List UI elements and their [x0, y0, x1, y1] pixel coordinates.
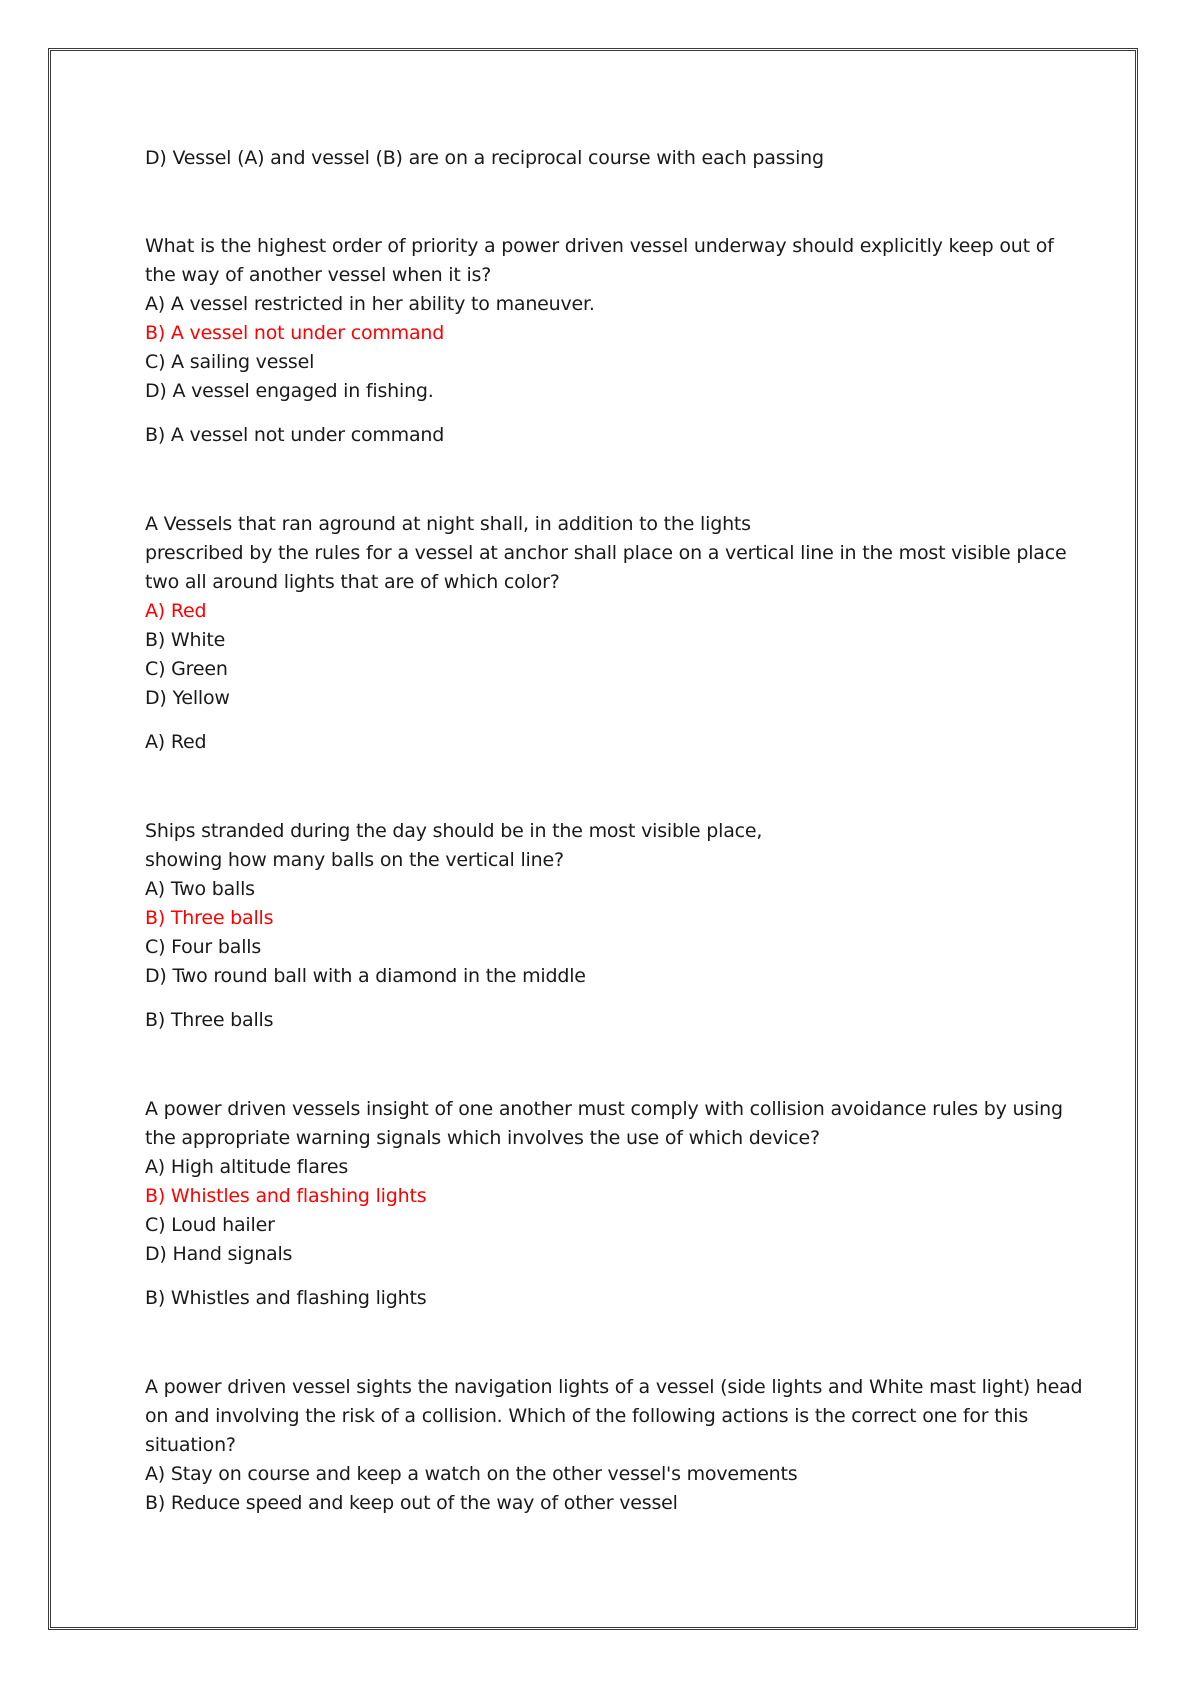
option-a-correct: A) Red: [145, 600, 207, 622]
option-c: C) Loud hailer: [145, 1214, 275, 1236]
option-b: B) White: [145, 629, 226, 651]
option-a: A) Stay on course and keep a watch on the other vessel's movements: [145, 1463, 798, 1485]
option-a: A) Two balls: [145, 878, 255, 900]
option-a: A) High altitude flares: [145, 1156, 349, 1178]
question-block: [145, 510, 1067, 757]
answer-line: B) A vessel not under command: [145, 424, 445, 446]
question-text: situation?: [145, 1434, 236, 1456]
answer-line: B) Whistles and flashing lights: [145, 1287, 427, 1309]
option-b: B) Reduce speed and keep out of the way of other vessel: [145, 1492, 678, 1514]
answer-line: A) Red: [145, 731, 207, 753]
question-block: [145, 232, 1054, 450]
option-b-correct: B) Whistles and flashing lights: [145, 1185, 427, 1207]
question-text: showing how many balls on the vertical line?: [145, 849, 564, 871]
question-text: A power driven vessels insight of one another must comply with collision avoidance rules by using: [145, 1098, 1063, 1120]
question-text: prescribed by the rules for a vessel at anchor shall place on a vertical line in the most visible place: [145, 542, 1067, 564]
option-d: D) Hand signals: [145, 1243, 293, 1265]
question-text: the appropriate warning signals which involves the use of which device?: [145, 1127, 820, 1149]
question-block: [145, 1095, 1063, 1313]
question-block: [145, 1373, 1083, 1518]
question-text: two all around lights that are of which color?: [145, 571, 560, 593]
option-a: A) A vessel restricted in her ability to maneuver.: [145, 293, 595, 315]
question-text: What is the highest order of priority a power driven vessel underway should explicitly keep out of: [145, 235, 1054, 257]
question-text: A power driven vessel sights the navigation lights of a vessel (side lights and White mast light) head: [145, 1376, 1083, 1398]
option-b-correct: B) Three balls: [145, 907, 274, 929]
question-text: on and involving the risk of a collision. Which of the following actions is the correct one for this: [145, 1405, 1029, 1427]
option-d: D) A vessel engaged in fishing.: [145, 380, 434, 402]
option-c: C) Green: [145, 658, 228, 680]
continued-option-line: D) Vessel (A) and vessel (B) are on a reciprocal course with each passing: [145, 147, 824, 169]
option-c: C) Four balls: [145, 936, 262, 958]
option-d: D) Yellow: [145, 687, 230, 709]
question-text: A Vessels that ran aground at night shall, in addition to the lights: [145, 513, 751, 535]
document-content: [145, 144, 1083, 1518]
option-d: D) Two round ball with a diamond in the middle: [145, 965, 586, 987]
question-block: [145, 817, 1045, 1035]
question-text: Ships stranded during the day should be in the most visible place,: [145, 820, 763, 842]
answer-line: B) Three balls: [145, 1009, 274, 1031]
option-b-correct: B) A vessel not under command: [145, 322, 445, 344]
question-text: the way of another vessel when it is?: [145, 264, 492, 286]
option-c: C) A sailing vessel: [145, 351, 315, 373]
